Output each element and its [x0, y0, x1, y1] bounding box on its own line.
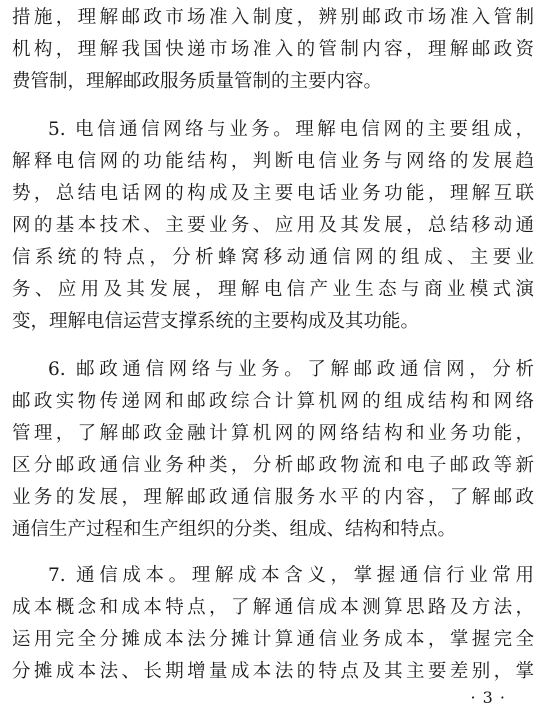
text-line: 解释电信网的功能结构，判断电信业务与网络的发展趋 — [12, 151, 534, 172]
page-number: · 3 · — [470, 688, 506, 707]
text-line: 措施，理解邮政市场准入制度，辨别邮政市场准入管制 — [12, 7, 534, 28]
text-line: 变，理解电信运营支撑系统的主要构成及其功能。 — [12, 311, 420, 332]
text-line: 7. 通信成本。理解成本含义，掌握通信行业常用 — [48, 565, 534, 586]
text-line: 成本概念和成本特点，了解通信成本测算思路及方法， — [12, 597, 534, 618]
text-line: 机构，理解我国快递市场准入的管制内容，理解邮政资 — [12, 39, 534, 60]
text-line: 势，总结电话网的构成及主要电话业务功能，理解互联 — [12, 183, 534, 204]
text-line: 网的基本技术、主要业务、应用及其发展，总结移动通 — [12, 215, 534, 236]
text-line: 区分邮政通信业务种类，分析邮政物流和电子邮政等新 — [12, 455, 534, 476]
text-line: 务、应用及其发展，理解电信产业生态与商业模式演 — [12, 279, 534, 300]
text-line: 6. 邮政通信网络与业务。了解邮政通信网，分析 — [48, 359, 534, 380]
text-line: 邮政实物传递网和邮政综合计算机网的组成结构和网络 — [12, 391, 534, 412]
text-line: 分摊成本法、长期增量成本法的特点及其主要差别，掌 — [12, 661, 534, 682]
text-line: 通信生产过程和生产组织的分类、组成、结构和特点。 — [12, 519, 457, 540]
text-line: 5. 电信通信网络与业务。理解电信网的主要组成， — [48, 119, 534, 140]
text-line: 费管制，理解邮政服务质量管制的主要内容。 — [12, 71, 383, 92]
text-line: 管理，了解邮政金融计算机网的网络结构和业务功能， — [12, 423, 534, 444]
text-line: 运用完全分摊成本法分摊计算通信业务成本，掌握完全 — [12, 629, 534, 650]
text-line: 业务的发展，理解邮政通信服务水平的内容，了解邮政 — [12, 487, 534, 508]
text-line: 信系统的特点，分析蜂窝移动通信网的组成、主要业 — [12, 247, 534, 268]
